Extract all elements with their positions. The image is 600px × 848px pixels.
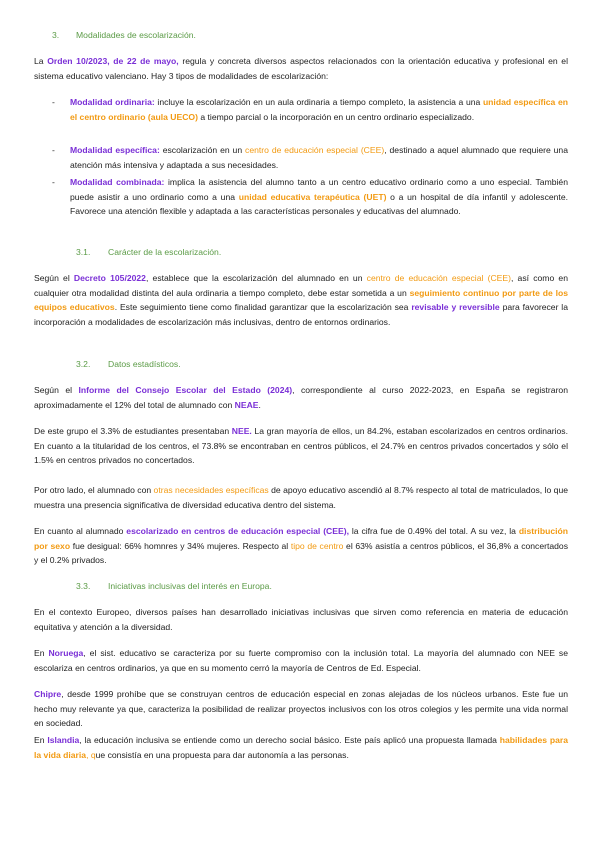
list-item-combinada: Modalidad combinada: implica la asistencia del alumno tanto a un centro educativo ordinario como a uno especial. También puede asistir a uno ordinario como a una unidad educativa terapéutica (UET) o a un hospital de día infantil y adolescente. Favorece una atención flexible y adaptada a las características personales y educativas del alumnado. [70,177,568,216]
bullet-dash: - [52,97,55,107]
paragraph-nee: De este grupo el 3.3% de estudiantes presentaban NEE. La gran mayoría de ellos, un 84.2%, estaban escolarizados en centros ordinarios. En cuanto a la titularidad de los centros, el 73.8% se encontraban en centros públicos, el 24.7% en centros privados concertados y sólo el 1.5% en centros privados no concertados. [34,426,568,465]
paragraph-noruega: En Noruega, el sist. educativo se caracteriza por su fuerte compromiso con la inclusión total. La mayoría del alumnado con NEE se escolariza en centros ordinarios, ya que en su momento cerró la mayoría de Centros de Ed. Especial. [34,648,568,673]
paragraph-cee: En cuanto al alumnado escolarizado en centros de educación especial (CEE), la cifra fue de 0.49% del total. A su vez, la distribución por sexo fue desigual: 66% homnres y 34% mujeres. Respecto al tipo de centro el 63% asistía a centros públicos, el 36,8% a concertados y el 0.2% privados. [34,526,569,565]
document-page: 3. Modalidades de escolarización. La Orden 10/2023, de 22 de mayo, regula y concreta diversos aspectos relacionados con la orientación educativa y profesional en el sistema educativo valenciano. Hay 3 tipos de modalidades de escolarización: - Modalidad ordinaria: incluye la escolarización en un aula ordinaria a tiempo completo, la asistencia a una unidad específica en el centro ordinario (aula UECO) a tiempo parcial o la incorporación en un centro ordinario especializado. - Modalidad específica: escolarización en un centro de educación especial (CEE), destinado a aquel alumnado que requiere una atención más intensiva y adaptada a sus necesidades. - Modalidad combinada: implica la asistencia del alumno tanto a un centro educativo ordinario como a uno especial. También puede asistir a uno ordinario como a una unidad educativa terapéutica (UET) o a un hospital de día infantil y adolescente. Favorece una atención flexible y adaptada a las características personales y educativas del alumnado. 3.1. Carácter de la escolarización. Según el Decreto 105/2022, establece que la escolarización del alumnado en un centro de educación especial (CEE), así como en cualquier otra modalidad distinta del aula ordinaria a tiempo completo, debe estar sometida a un seguimiento continuo por parte de los equipos educativos. Este seguimiento tiene como finalidad garantizar que la escolarización sea revisable y reversible para favorecer la incorporación a modalidades de escolarización más inclusivas, dentro de entornos ordinarios. 3.2. Datos estadísticos. Según el Informe del Consejo Escolar del Estado (2024), correspondiente al curso 2022-2023, en España se registraron aproximadamente el 12% del total de alumnado con NEAE. De este grupo el 3.3% de estudiantes presentaban NEE. La gran mayoría de ellos, un 84.2%, estaban escolarizados en centros ordinarios. En cuanto a la titularidad de los centros, el 73.8% se encontraban en centros públicos, el 24.7% en centros privados concertados y sólo el 1.5% en centros privados no concertados. Por otro lado, el alumnado con otras necesidades específicas de apoyo educativo ascendió al 8.7% respecto al total de matriculados, lo que muestra una presencia significativa de diversidad educativa dentro del sistema. En cuanto al alumnado escolarizado en centros de educación especial (CEE), la cifra fue de 0.49% del total. A su vez, la distribución por sexo fue desigual: 66% homnres y 34% mujeres. Respecto al tipo de centro el 63% asistía a centros públicos, el 36,8% a concertados y el 0.2% privados. 3.3. Iniciativas inclusivas del interés en Europa. En el contexto Europeo, diversos países han desarrollado iniciativas inclusivas que sirven como referencia en materia de educación equitativa y atención a la diversidad. En Noruega, el sist. educativo se caracteriza por su fuerte compromiso con la inclusión total. La mayoría del alumnado con NEE se escolariza en centros ordinarios, ya que en su momento cerró la mayoría de Centros de Ed. Especial. Chipre, desde 1999 prohíbe que se construyan centros de educación especial en zonas alejadas de los núcleos urbanos. Este fue un hecho muy relevante ya que, caracteriza la posibilidad de realizar proyectos inclusivos con los otros colegios y les permite una vida normal en sociedad. En Islandia, la educación inclusiva se entiende como un derecho social básico. Este país aplicó una propuesta llamada habilidades para la vida diaria, que consistía en una propuesta para dar autonomía a las personas. [0,0,600,848]
intro-paragraph: La Orden 10/2023, de 22 de mayo, regula y concreta diversos aspectos relacionados con la orientación educativa y profesional en el sistema educativo valenciano. Hay 3 tipos de modalidades de escolarización: [34,56,568,81]
paragraph-chipre: Chipre, desde 1999 prohíbe que se construyan centros de educación especial en zonas alejadas de los núcleos urbanos. Este fue un hecho muy relevante ya que, caracteriza la posibilidad de realizar proyectos inclusivos con los otros colegios y les permite una vida normal en sociedad. [34,689,568,728]
bullet-dash: - [52,177,55,187]
bullet-dash: - [52,145,55,155]
list-item-ordinaria: Modalidad ordinaria: incluye la escolarización en un aula ordinaria a tiempo completo, la asistencia a una unidad específica en el centro ordinario (aula UECO) a tiempo parcial o la incorporación en un centro ordinario especializado. [70,97,568,122]
list-item-especifica: Modalidad específica: escolarización en un centro de educación especial (CEE), destinado a aquel alumnado que requiere una atención más intensiva y adaptada a sus necesidades. [70,145,568,170]
paragraph-informe: Según el Informe del Consejo Escolar del Estado (2024), correspondiente al curso 2022-2023, en España se registraron aproximadamente el 12% del total de alumnado con NEAE. [34,385,568,410]
paragraph-islandia: En Islandia, la educación inclusiva se entiende como un derecho social básico. Este país aplicó una propuesta llamada habilidades para la vida diaria, que consistía en una propuesta para dar autonomía a las personas. [34,735,568,760]
paragraph-caracter: Según el Decreto 105/2022, establece que la escolarización del alumnado en un centro de educación especial (CEE), así como en cualquier otra modalidad distinta del aula ordinaria a tiempo completo, debe estar sometida a un seguimiento continuo por parte de los equipos educativos. Este seguimiento tiene como finalidad garantizar que la escolarización sea revisable y reversible para favorecer la incorporación a modalidades de escolarización más inclusivas, dentro de entornos ordinarios. [34,273,568,327]
paragraph-contexto-europeo: En el contexto Europeo, diversos países han desarrollado iniciativas inclusivas que sirven como referencia en materia de educación equitativa y atención a la diversidad. [34,607,568,632]
paragraph-otras-necesidades: Por otro lado, el alumnado con otras necesidades específicas de apoyo educativo ascendió al 8.7% respecto al total de matriculados, lo que muestra una presencia significativa de diversidad educativa dentro del sistema. [34,485,569,510]
